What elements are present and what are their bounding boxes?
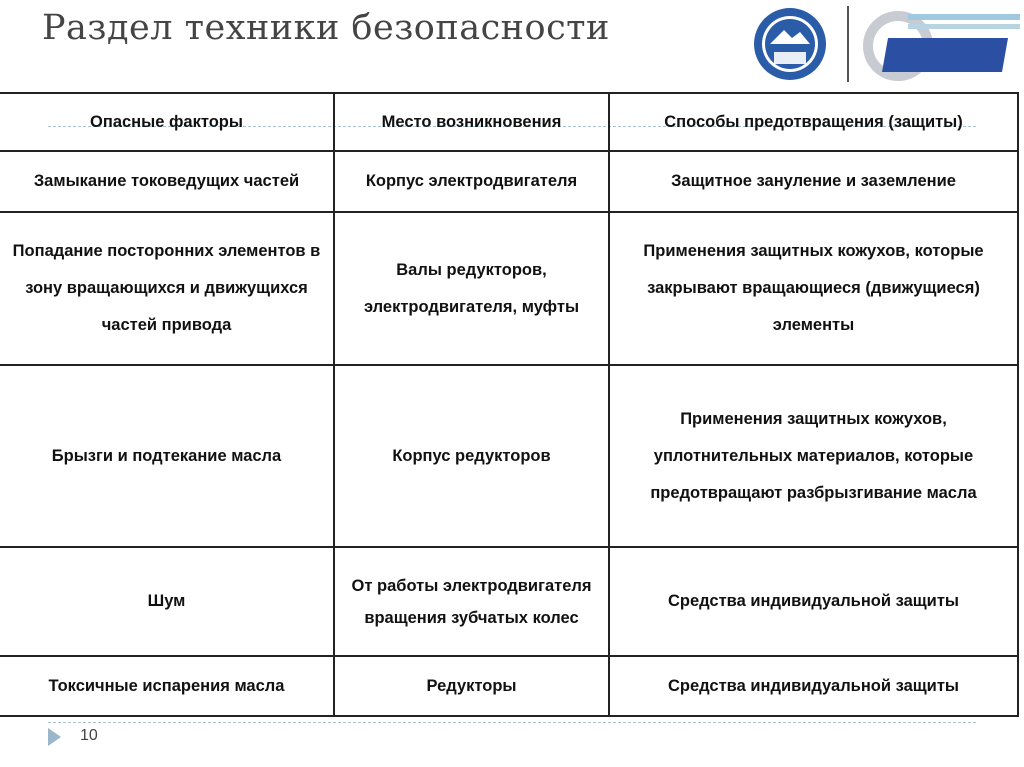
table-header-row (0, 93, 1018, 151)
table-row (0, 547, 1018, 656)
slide-marker (48, 728, 61, 751)
sgups-logo-icon (868, 14, 1020, 76)
table-cell: Применения защитных кожухов, уплотнительных материалов, которые предотвращают разбрызгивание масла (609, 365, 1018, 547)
header-cell: Место возникновения (334, 93, 609, 151)
table-cell: Шум (0, 547, 334, 656)
table-cell: Средства индивидуальной защиты (609, 656, 1018, 716)
table-row (0, 365, 1018, 547)
table-cell: Средства индивидуальной защиты (609, 547, 1018, 656)
header-cell: Опасные факторы (0, 93, 334, 151)
table-cell: Брызги и подтекание масла (0, 365, 334, 547)
logos (748, 2, 1024, 86)
guide-line-bottom (48, 722, 976, 723)
table-cell: Применения защитных кожухов, которые закрывают вращающиеся (движущиеся) элементы (609, 212, 1018, 365)
table-row (0, 151, 1018, 212)
table-cell: Валы редукторов, электродвигателя, муфты (334, 212, 609, 365)
triangle-bullet-icon (48, 728, 61, 746)
table-row (0, 656, 1018, 716)
table-cell: Замыкание токоведущих частей (0, 151, 334, 212)
table-cell: Токсичные испарения масла (0, 656, 334, 716)
page-number: 10 (80, 727, 98, 744)
table-cell: Корпус электродвигателя (334, 151, 609, 212)
header-cell: Способы предотвращения (защиты) (609, 93, 1018, 151)
table-cell: Попадание посторонних элементов в зону вращающихся и движущихся частей привода (0, 212, 334, 365)
safety-table (0, 92, 1019, 717)
table-cell: Редукторы (334, 656, 609, 716)
table-row (0, 212, 1018, 365)
table-cell: Защитное зануление и заземление (609, 151, 1018, 212)
table-cell: Корпус редукторов (334, 365, 609, 547)
slide-title: Раздел техники безопасности (42, 8, 610, 48)
uttk-logo-icon (754, 8, 826, 80)
table-cell: От работы электродвигателя вращения зубчатых колес (334, 547, 609, 656)
